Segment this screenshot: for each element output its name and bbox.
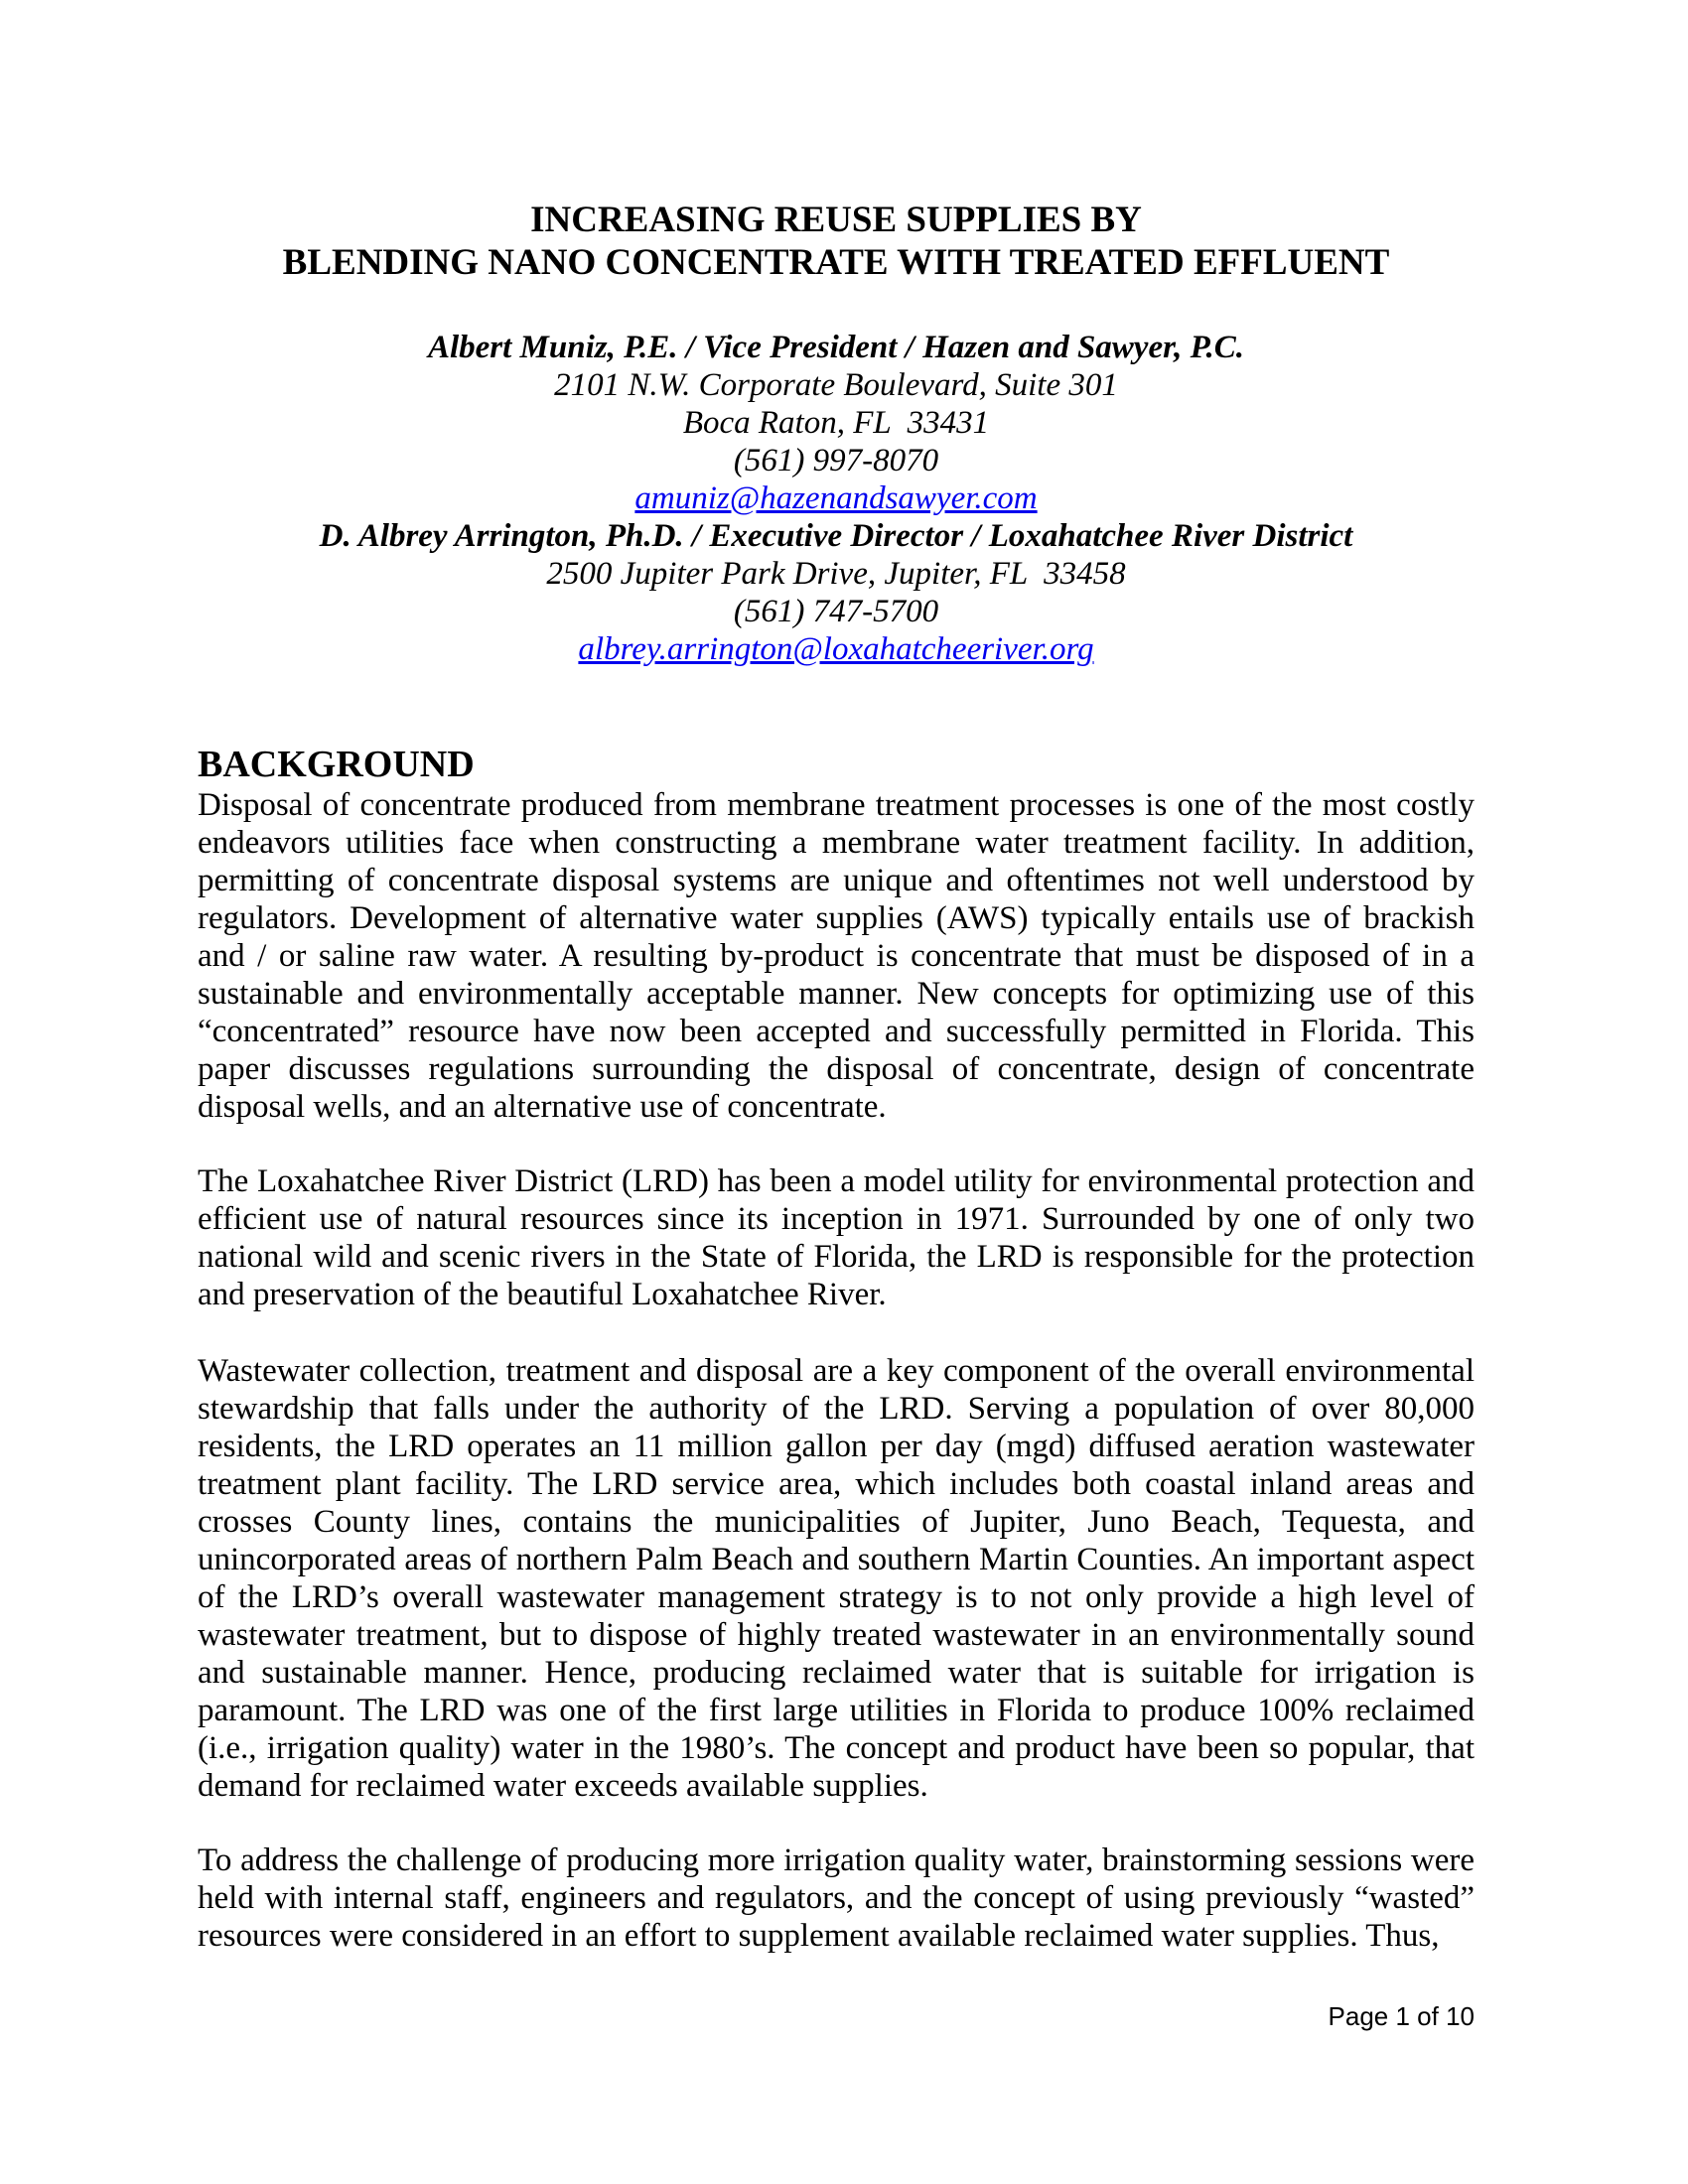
paragraph: To address the challenge of producing more irrigation quality water, brainstorming sessions were held with internal staff, engineers and regulators, and the concept of using previously “wasted” resources were considered in an effort to supplement available reclaimed water supplies. Thus, — [198, 1843, 1475, 1954]
author-2-email-link[interactable]: albrey.arrington@loxahatcheeriver.org — [578, 631, 1094, 667]
author-1-address-line-2: Boca Raton, FL 33431 — [682, 405, 990, 441]
section-heading: BACKGROUND — [198, 744, 475, 785]
document-title — [198, 199, 1475, 284]
author-2-name: D. Albrey Arrington, Ph.D. / Executive Director / Loxahatchee River District — [319, 518, 1353, 554]
paragraph: The Loxahatchee River District (LRD) has been a model utility for environmental protection and efficient use of natural resources since its inception in 1971. Surrounded by one of only two national wild and scenic rivers in the State of Florida, the LRD is responsible for the protection and preservation of the beautiful Loxahatchee River. — [198, 1163, 1475, 1312]
author-2-address: 2500 Jupiter Park Drive, Jupiter, FL 33458 — [546, 556, 1126, 592]
author-1-address-line-1: 2101 N.W. Corporate Boulevard, Suite 301 — [554, 367, 1118, 403]
title-line-1: INCREASING REUSE SUPPLIES BY — [530, 200, 1142, 240]
paragraph: Wastewater collection, treatment and disposal are a key component of the overall environmental stewardship that falls under the authority of the LRD. Serving a population of over 80,000 residents, the LRD operates an 11 million gallon per day (mgd) diffused aeration wastewater treatment plant facility. The LRD service area, which includes both coastal inland areas and crosses County lines, contains the municipalities of Jupiter, Juno Beach, Tequesta, and unincorporated areas of northern Palm Beach and southern Martin Counties. An important aspect of the LRD’s overall wastewater management strategy is to not only provide a high level of wastewater treatment, but to dispose of highly treated wastewater in an environmentally sound and sustainable manner. Hence, producing reclaimed water that is suitable for irrigation is paramount. The LRD was one of the first large utilities in Florida to produce 100% reclaimed (i.e., irrigation quality) water in the 1980’s. The concept and product have been so popular, that demand for reclaimed water exceeds available supplies. — [198, 1353, 1475, 1804]
paragraph: Disposal of concentrate produced from membrane treatment processes is one of the most costly endeavors utilities face when constructing a membrane water treatment facility. In addition, permitting of concentrate disposal systems are unique and oftentimes not well understood by regulators. Development of alternative water supplies (AWS) typically entails use of brackish and / or saline raw water. A resulting by-product is concentrate that must be disposed of in a sustainable and environmentally acceptable manner. New concepts for optimizing use of this “concentrated” resource have now been accepted and successfully permitted in Florida. This paper discusses regulations surrounding the disposal of concentrate, design of concentrate disposal wells, and an alternative use of concentrate. — [198, 787, 1475, 1125]
author-1-email-link[interactable]: amuniz@hazenandsawyer.com — [634, 480, 1038, 516]
author-block — [198, 329, 1475, 668]
author-1-name: Albert Muniz, P.E. / Vice President / Hazen and Sawyer, P.C. — [427, 330, 1245, 365]
title-line-2: BLENDING NANO CONCENTRATE WITH TREATED EFFLUENT — [282, 242, 1390, 283]
author-2-phone: (561) 747-5700 — [733, 594, 939, 629]
author-1-phone: (561) 997-8070 — [733, 443, 939, 478]
page-number: Page 1 of 10 — [1328, 2001, 1475, 2031]
